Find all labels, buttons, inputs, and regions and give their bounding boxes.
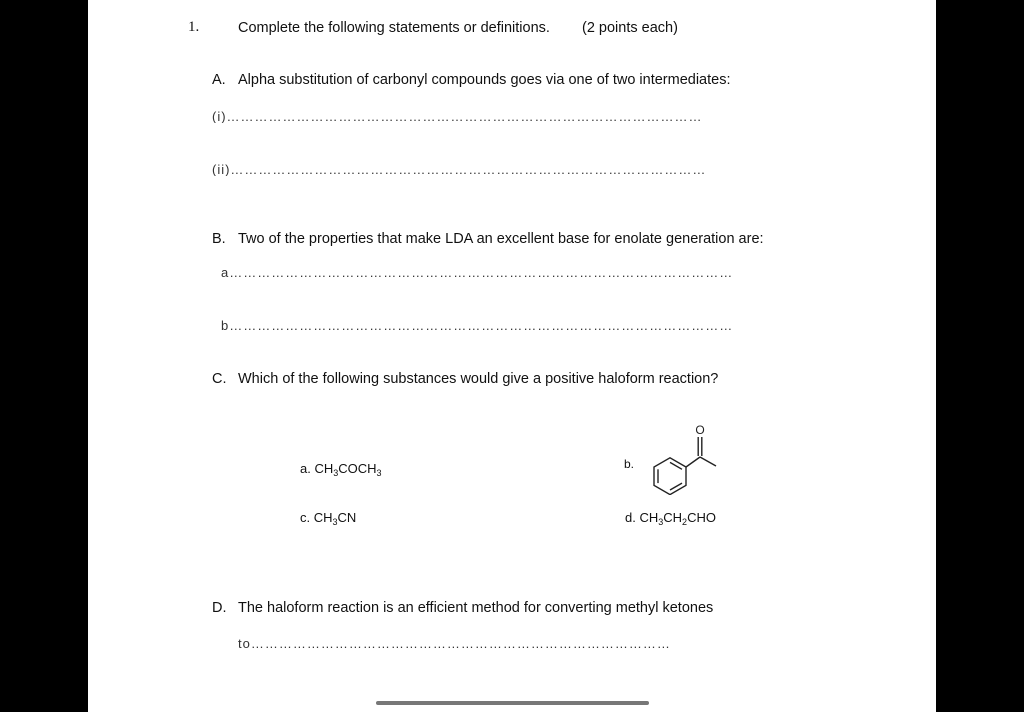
part-b-letter: B.: [212, 231, 226, 247]
option-c: c. $CH_3CN$: [300, 510, 357, 527]
carbonyl-oxygen: O: [695, 423, 705, 437]
part-c-text: Which of the following substances would give a positive haloform reaction?: [238, 371, 719, 387]
scrollbar[interactable]: [376, 701, 649, 705]
option-d: d. $CH_3CH_2CHO$: [625, 510, 716, 527]
blank-line-i[interactable]: (i)…………………………………………………………………………………………: [212, 110, 703, 123]
part-c-letter: C.: [212, 371, 227, 387]
option-b-label: b.: [624, 457, 635, 471]
document-page: [88, 0, 936, 712]
question-points: (2 points each): [582, 20, 678, 36]
part-a-letter: A.: [212, 72, 226, 88]
part-d-letter: D.: [212, 600, 227, 616]
acetophenone-structure: [640, 420, 730, 495]
question-instruction: Complete the following statements or definitions.: [238, 20, 550, 36]
part-b-text: Two of the properties that make LDA an excellent base for enolate generation are:: [238, 231, 764, 247]
blank-line-b[interactable]: b………………………………………………………………………………………………: [221, 319, 734, 332]
option-a: a. $CH_3COCH_3$: [300, 461, 382, 478]
blank-line-a[interactable]: a………………………………………………………………………………………………: [221, 266, 734, 279]
question-number: 1.: [188, 19, 200, 35]
part-a-text: Alpha substitution of carbonyl compounds goes via one of two intermediates:: [238, 72, 731, 88]
part-d-text: The haloform reaction is an efficient method for converting methyl ketones: [238, 600, 714, 616]
blank-line-ii[interactable]: (ii)…………………………………………………………………………………………: [212, 163, 707, 176]
blank-line-d[interactable]: to………………………………………………………………………………: [238, 637, 671, 650]
